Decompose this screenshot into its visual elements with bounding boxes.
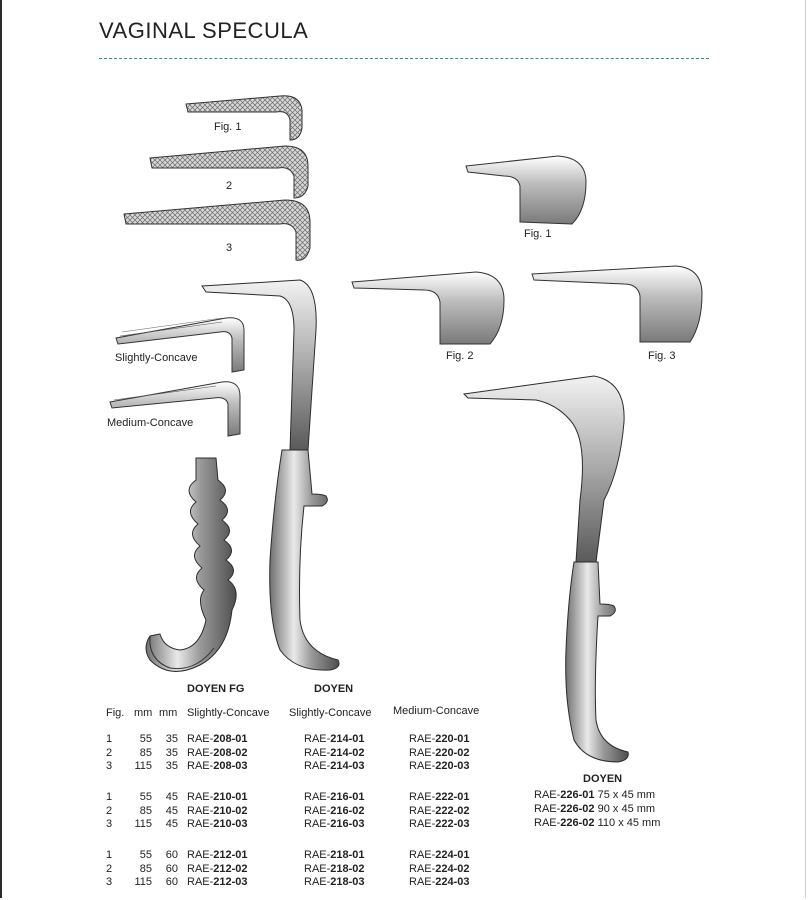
code-prefix: RAE- — [304, 791, 331, 803]
cell-code-b — [304, 791, 365, 803]
code-number: 222-01 — [435, 791, 470, 803]
header-col-b: Slightly-Concave — [289, 707, 372, 719]
code-prefix: RAE- — [187, 746, 214, 759]
cell-mm2: 35 — [165, 733, 178, 745]
right-blade-fig1 — [466, 156, 586, 224]
cell-mm2: 35 — [165, 760, 178, 772]
label-right-fig1: Fig. 1 — [524, 228, 552, 240]
code-number: 210-02 — [213, 804, 248, 817]
header-fig: Fig. — [106, 707, 125, 719]
code-number: 218-03 — [330, 876, 365, 888]
code-number: 208-01 — [213, 733, 248, 745]
code-number: 218-02 — [330, 862, 365, 875]
code-prefix: RAE- — [409, 849, 436, 861]
cell-fig: 2 — [106, 804, 113, 817]
cell-code-c — [409, 849, 470, 861]
code-number: 210-01 — [213, 791, 248, 803]
doyen-retractor-right — [464, 376, 628, 762]
code-prefix: RAE- — [409, 876, 436, 888]
cell-code-c — [409, 760, 470, 772]
code-prefix: RAE- — [187, 760, 214, 772]
cell-fig: 3 — [106, 818, 113, 830]
mesh-retractor-fig1 — [186, 96, 302, 140]
cell-fig: 2 — [106, 862, 113, 875]
header-col-c: Medium-Concave — [393, 705, 480, 717]
cell-mm1: 85 — [139, 746, 152, 759]
code-number: 222-03 — [435, 818, 470, 830]
cell-code-b — [304, 747, 365, 759]
label-slightly-concave: Slightly-Concave — [115, 352, 198, 364]
code-prefix: RAE- — [409, 804, 436, 817]
code-number: 220-03 — [435, 760, 470, 772]
label-mesh-fig1: Fig. 1 — [214, 121, 242, 133]
code-prefix: RAE- — [187, 862, 214, 875]
code-prefix: RAE- — [187, 804, 214, 817]
code-number: 218-01 — [330, 849, 365, 861]
code-number: 216-01 — [330, 791, 365, 803]
code-number: 224-01 — [435, 849, 470, 861]
code-number: 220-02 — [435, 746, 470, 759]
code-prefix: RAE- — [534, 803, 561, 815]
header-mm2: mm — [159, 707, 178, 719]
cell-code-c — [409, 818, 470, 830]
cell-code-b — [304, 863, 365, 875]
code-number: 214-01 — [330, 733, 365, 745]
code-prefix: RAE- — [304, 818, 331, 830]
label-mesh-fig3: 3 — [226, 242, 233, 254]
cell-mm1: 55 — [139, 849, 152, 861]
cell-code-b — [304, 805, 365, 817]
code-number: 224-03 — [435, 876, 470, 888]
label-right-fig3: Fig. 3 — [648, 350, 676, 362]
cell-mm1: 55 — [139, 791, 152, 803]
cell-code-c — [409, 805, 470, 817]
cell-code-a — [187, 805, 248, 817]
cell-fig: 1 — [106, 791, 113, 803]
code-prefix: RAE- — [304, 804, 331, 817]
right-blade-fig3 — [532, 266, 702, 342]
cell-mm1: 115 — [134, 818, 152, 830]
code-number: 208-03 — [213, 760, 248, 772]
cell-code-a — [187, 863, 248, 875]
cell-code-c — [409, 747, 470, 759]
code-prefix: RAE- — [409, 760, 436, 772]
right-blade-fig2 — [352, 272, 504, 344]
cell-code-b — [304, 760, 365, 772]
code-number: 212-03 — [213, 876, 248, 888]
label-mesh-fig2: 2 — [226, 180, 233, 192]
size-value: 90 x 45 mm — [597, 803, 656, 815]
cell-code-c — [409, 733, 470, 745]
cell-code-c — [409, 876, 470, 888]
code-number: 212-02 — [213, 862, 248, 875]
cell-code-c — [409, 863, 470, 875]
code-prefix: RAE- — [187, 791, 214, 803]
code-prefix: RAE- — [409, 733, 436, 745]
doyen-fg-handle — [146, 458, 236, 671]
cell-mm2: 35 — [165, 746, 178, 759]
code-number: 214-02 — [330, 746, 365, 759]
cell-mm1: 115 — [134, 760, 152, 772]
code-prefix: RAE- — [187, 876, 214, 888]
code-prefix: RAE- — [409, 791, 436, 803]
cell-code-a — [187, 876, 248, 888]
cell-fig: 1 — [106, 733, 113, 745]
code-prefix: RAE- — [187, 733, 214, 745]
cell-mm1: 85 — [139, 862, 152, 875]
code-number: 226-02 — [560, 817, 595, 829]
mesh-retractor-fig3 — [124, 200, 310, 260]
code-prefix: RAE- — [304, 760, 331, 772]
cell-code-a — [187, 818, 248, 830]
label-medium-concave: Medium-Concave — [107, 417, 194, 429]
cell-mm2: 45 — [165, 804, 178, 817]
code-number: 216-03 — [330, 818, 365, 830]
cell-mm1: 55 — [139, 733, 152, 745]
cell-fig: 3 — [106, 760, 113, 772]
header-mm1: mm — [134, 707, 153, 719]
list-item — [534, 803, 655, 815]
list-item — [534, 789, 655, 801]
cell-mm2: 45 — [165, 818, 178, 830]
cell-mm2: 45 — [165, 791, 178, 803]
code-prefix: RAE- — [304, 862, 331, 875]
cell-code-b — [304, 849, 365, 861]
header-doyen-right: DOYEN — [583, 773, 623, 785]
cell-code-b — [304, 876, 365, 888]
code-prefix: RAE- — [534, 789, 561, 801]
code-number: 220-01 — [435, 733, 470, 745]
cell-fig: 2 — [106, 746, 113, 759]
header-doyen: DOYEN — [314, 683, 354, 695]
cell-mm2: 60 — [165, 876, 178, 888]
cell-code-a — [187, 760, 248, 772]
code-number: 210-03 — [213, 818, 248, 830]
cell-fig: 1 — [106, 849, 113, 861]
code-prefix: RAE- — [534, 817, 561, 829]
code-prefix: RAE- — [304, 746, 331, 759]
cell-code-a — [187, 791, 248, 803]
cell-mm2: 60 — [165, 849, 178, 861]
code-number: 222-02 — [435, 804, 470, 817]
cell-mm1: 85 — [139, 804, 152, 817]
cell-fig: 3 — [106, 876, 113, 888]
code-prefix: RAE- — [409, 818, 436, 830]
code-number: 208-02 — [213, 746, 248, 759]
cell-mm1: 115 — [134, 876, 152, 888]
size-value: 110 x 45 mm — [597, 817, 661, 829]
header-doyen-fg: DOYEN FG — [187, 683, 245, 695]
cell-code-b — [304, 733, 365, 745]
code-prefix: RAE- — [409, 746, 436, 759]
page-title: VAGINAL SPECULA — [99, 18, 309, 43]
cell-code-b — [304, 818, 365, 830]
code-number: 226-01 — [560, 789, 595, 801]
cell-code-a — [187, 849, 248, 861]
code-number: 224-02 — [435, 862, 470, 875]
code-prefix: RAE- — [304, 876, 331, 888]
code-number: 226-02 — [560, 803, 595, 815]
list-item — [534, 817, 660, 829]
cell-code-c — [409, 791, 470, 803]
code-prefix: RAE- — [409, 862, 436, 875]
label-right-fig2: Fig. 2 — [446, 350, 474, 362]
size-value: 75 x 45 mm — [597, 789, 656, 801]
header-col-a: Slightly-Concave — [187, 707, 270, 719]
cell-code-a — [187, 733, 248, 745]
code-prefix: RAE- — [187, 818, 214, 830]
code-number: 212-01 — [213, 849, 248, 861]
code-number: 216-02 — [330, 804, 365, 817]
cell-mm2: 60 — [165, 862, 178, 875]
code-prefix: RAE- — [304, 733, 331, 745]
cell-code-a — [187, 747, 248, 759]
code-number: 214-03 — [330, 760, 365, 772]
code-prefix: RAE- — [304, 849, 331, 861]
code-prefix: RAE- — [187, 849, 214, 861]
